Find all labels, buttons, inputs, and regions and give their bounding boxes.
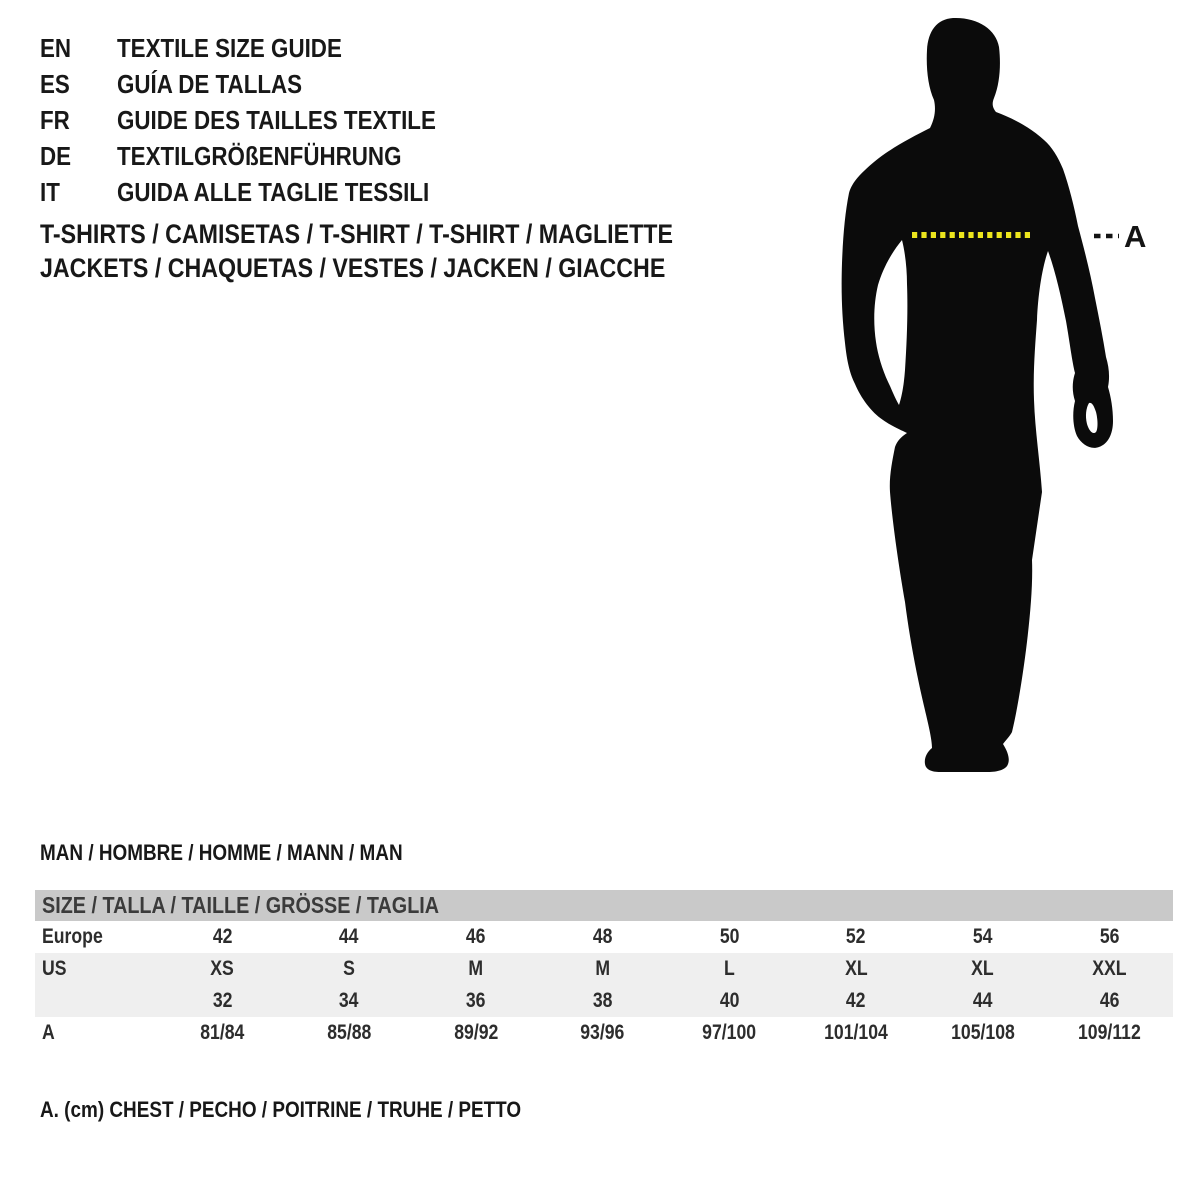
language-title: GUIDA ALLE TAGLIE TESSILI [117,177,430,207]
measurement-footnote: A. (cm) CHEST / PECHO / POITRINE / TRUHE / PETTO [40,1097,522,1122]
category-list [40,217,776,285]
row-label [35,985,159,1017]
size-cell: 32 [212,989,233,1012]
size-cell: 46 [1099,989,1120,1012]
table-row-europe [35,921,1173,953]
language-code: IT [40,177,60,207]
size-cell: 109/112 [1078,1021,1142,1044]
size-cell: 56 [1099,925,1120,948]
size-cell: 44 [339,925,359,948]
language-title: TEXTILGRÖßENFÜHRUNG [117,141,402,171]
size-cell: 34 [339,989,359,1012]
size-cell: 50 [719,925,740,948]
category-jackets: JACKETS / CHAQUETAS / VESTES / JACKEN / GIACCHE [40,253,666,283]
size-cell: XL [844,957,868,980]
language-title: GUÍA DE TALLAS [117,69,303,99]
language-title: TEXTILE SIZE GUIDE [117,33,342,63]
language-row [40,138,488,174]
size-table-header-row [35,890,1173,921]
section-title: MAN / HOMBRE / HOMME / MANN / MAN [40,840,403,865]
size-cell: 38 [592,989,613,1012]
size-cell: 85/88 [327,1021,372,1044]
size-cell: L [723,957,735,980]
language-list [40,30,488,210]
size-cell: XL [971,957,995,980]
size-cell: 48 [592,925,613,948]
size-cell: XS [210,957,235,980]
row-label: US [42,957,67,980]
man-silhouette [842,18,1113,772]
size-cell: M [595,957,610,980]
language-row [40,102,488,138]
table-row-chest [35,1017,1173,1049]
size-cell: 42 [846,989,866,1012]
size-cell: 54 [973,925,993,948]
size-cell: 81/84 [200,1021,245,1044]
size-cell: 105/108 [950,1021,1015,1044]
size-table [35,890,1173,1049]
size-cell: 46 [466,925,486,948]
size-cell: 97/100 [702,1021,757,1044]
table-row-us [35,953,1173,985]
language-code: EN [40,33,72,63]
size-cell: M [468,957,484,980]
category-tshirts: T-SHIRTS / CAMISETAS / T-SHIRT / T-SHIRT / MAGLIETTE [40,219,673,249]
size-cell: 52 [846,925,866,948]
measurement-figure [820,0,1200,800]
man-silhouette-svg [820,0,1200,800]
size-cell: S [343,957,356,980]
language-code: FR [40,105,70,135]
size-cell: 36 [466,989,486,1012]
table-row-us-numeric [35,985,1173,1017]
size-cell: 93/96 [580,1021,625,1044]
language-row [40,174,488,210]
language-code: DE [40,141,72,171]
size-cell: 89/92 [453,1021,498,1044]
size-table-header: SIZE / TALLA / TAILLE / GRÖSSE / TAGLIA [35,890,1173,921]
size-cell: 44 [973,989,993,1012]
size-cell: 101/104 [824,1021,889,1044]
size-cell: XXL [1092,957,1127,980]
row-label: Europe [42,925,103,948]
row-label: A [42,1021,55,1044]
language-row [40,66,488,102]
measure-label-a: A [1124,219,1147,254]
language-code: ES [40,69,70,99]
size-cell: 42 [212,925,233,948]
language-title: GUIDE DES TAILLES TEXTILE [117,105,436,135]
size-cell: 40 [719,989,740,1012]
language-row [40,30,488,66]
